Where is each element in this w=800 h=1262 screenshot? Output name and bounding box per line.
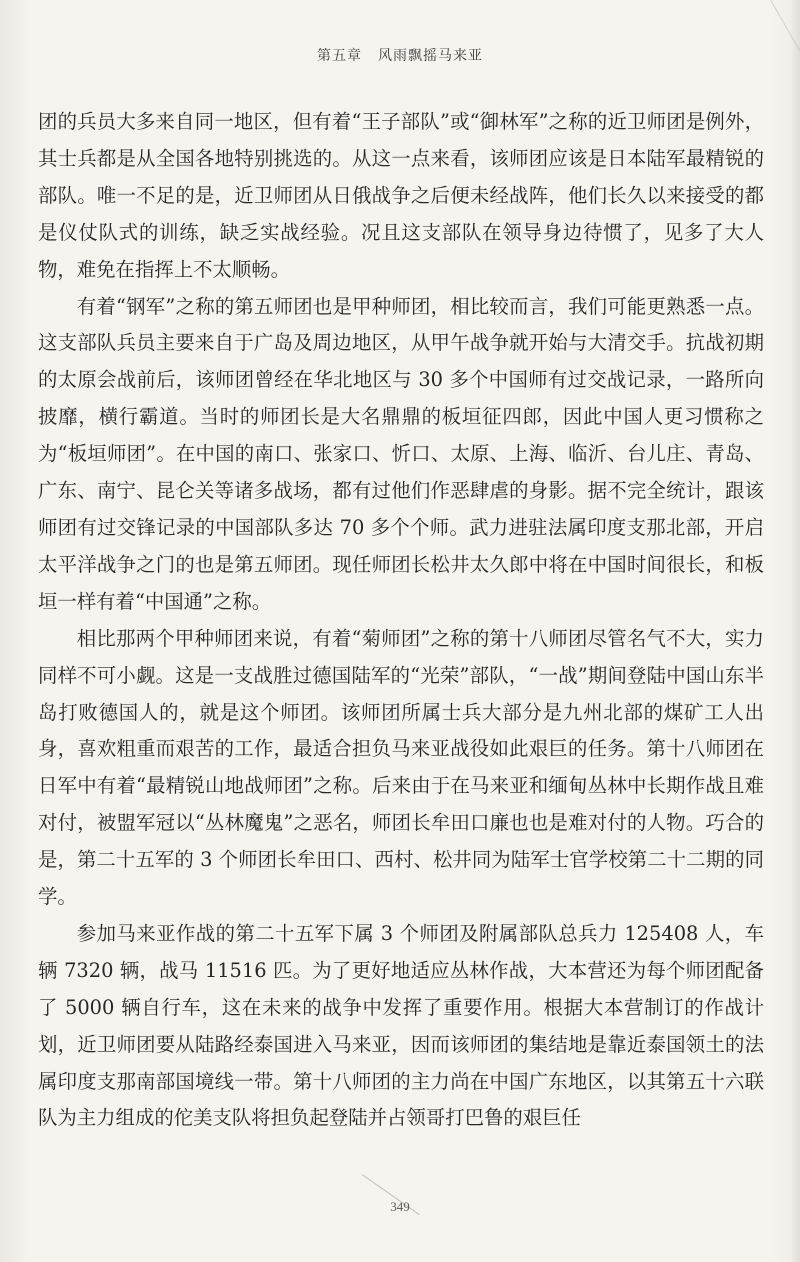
- page-number: 349: [390, 1199, 410, 1214]
- paragraph: 参加马来亚作战的第二十五军下属 3 个师团及附属部队总兵力 125408 人，车辆 7320 辆，战马 11516 匹。为了更好地适应丛林作战，大本营还为每个师团配备了 5000 辆自行车，这在未来的战争中发挥了重要作用。根据大本营制订的作战计划，近卫师团要从陆路经泰国进入马来亚，因而该师团的集结地是靠近泰国领土的法属印度支那南部国境线一带。第十八师团的主力尚在中国广东地区，以其第五十六联队为主力组成的佗美支队将担负起登陆并占领哥打巴鲁的艰巨任: [38, 921, 764, 1130]
- paragraph: 有着“钢军”之称的第五师团也是甲种师团，相比较而言，我们可能更熟悉一点。这支部队兵员主要来自于广岛及周边地区，从甲午战争就开始与大清交手。抗战初期的太原会战前后，该师团曾经在华北地区与 30 多个中国师有过交战记录，一路所向披靡，横行霸道。当时的师团长是大名鼎鼎的板垣征四郎，因此中国人更习惯称之为“板垣师团”。在中国的南口、张家口、忻口、太原、上海、临沂、台儿庄、青岛、广东、南宁、昆仑关等诸多战场，都有过他们作恶肆虐的身影。据不完全统计，跟该师团有过交锋记录的中国部队多达 70 多个个师。武力进驻法属印度支那北部，开启太平洋战争之门的也是第五师团。现任师团长松井太久郎中将在中国时间很长，和板垣一样有着“中国通”之称。: [38, 294, 764, 613]
- chapter-number: 第五章: [317, 48, 362, 64]
- paragraph-continued: 团的兵员大多来自同一地区，但有着“王子部队”或“御林军”之称的近卫师团是例外，其士兵都是从全国各地特别挑选的。从这一点来看，该师团应该是日本陆军最精锐的部队。唯一不足的是，近卫师团从日俄战争之后便未经战阵，他们长久以来接受的都是仪仗队式的训练，缺乏实战经验。况且这支部队在领导身边待惯了，见多了大人物，难免在指挥上不太顺畅。: [38, 110, 764, 281]
- body-text: [38, 104, 764, 1137]
- running-header: [0, 45, 800, 65]
- chapter-title: 风雨飘摇马来亚: [378, 48, 483, 64]
- page-edge-shadow: [790, 0, 800, 1262]
- paragraph: 相比那两个甲种师团来说，有着“菊师团”之称的第十八师团尽管名气不大，实力同样不可小觑。这是一支战胜过德国陆军的“光荣”部队，“一战”期间登陆中国山东半岛打败德国人的，就是这个师团。该师团所属士兵大部分是九州北部的煤矿工人出身，喜欢粗重而艰苦的工作，最适合担负马来亚战役如此艰巨的任务。第十八师团在日军中有着“最精锐山地战师团”之称。后来由于在马来亚和缅甸丛林中长期作战且难对付，被盟军冠以“丛林魔鬼”之恶名，师团长牟田口廉也也是难对付的人物。巧合的是，第二十五军的 3 个师团长牟田口、西村、松井同为陆军士官学校第二十二期的同学。: [38, 626, 764, 909]
